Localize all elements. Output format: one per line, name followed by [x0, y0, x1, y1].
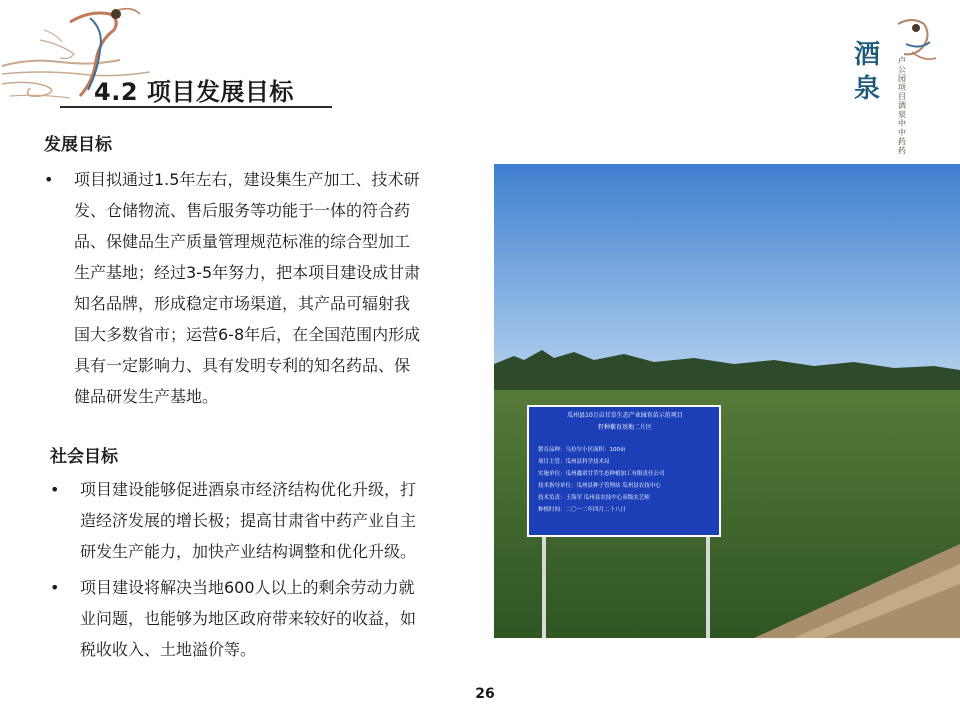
bullet-dot: • — [50, 578, 60, 597]
bullet-social-goal-1 — [50, 474, 490, 567]
bullet-line: 造经济发展的增长极；提高甘肃省中药产业自主 — [80, 511, 417, 530]
bullet-line: 发、仓储物流、售后服务等功能于一体的符合药 — [74, 201, 411, 220]
sign-row: 种植时间：二〇一二年四月二十八日 — [538, 507, 627, 513]
sign-subheader: 籽种繁育基地二片区 — [597, 424, 652, 431]
bullet-line: 业问题，也能够为地区政府带来较好的收益，如 — [80, 609, 417, 628]
bullet-line: 知名品牌，形成稳定市场渠道，其产品可辐射我 — [74, 294, 411, 313]
bullet-social-goal-2 — [50, 572, 490, 665]
sign-row: 实施单位：瓜州鑫诺甘草生态种植加工有限责任公司 — [538, 471, 665, 477]
section-heading-social: 社会目标 — [50, 447, 118, 467]
bullet-line: 项目建设将解决当地600人以上的剩余劳动力就 — [80, 578, 415, 597]
bullet-line: 税收收入、土地溢价等。 — [80, 640, 257, 659]
bullet-development-goal — [44, 164, 492, 412]
logo-char-1: 酒 — [854, 40, 881, 70]
title-underline — [60, 106, 332, 108]
slide-title: 4.2 项目发展目标 — [94, 78, 294, 106]
logo-subtext: 卢公园项目 酒泉中中药药 — [898, 56, 906, 155]
bullet-line: 生产基地；经过3-5年努力，把本项目建设成甘肃 — [74, 263, 421, 282]
sign-row: 技术负责：王海军 瓜州县农技中心高级农艺师 — [538, 495, 650, 501]
bullet-dot: • — [44, 170, 54, 189]
photo-illustration — [494, 164, 960, 638]
logo-char-2: 泉 — [854, 74, 881, 104]
bullet-line: 具有一定影响力、具有发明专利的知名药品、保 — [74, 356, 411, 375]
bullet-line: 研发生产能力，加快产业结构调整和优化升级。 — [80, 542, 417, 561]
section-heading-development: 发展目标 — [44, 135, 112, 155]
bullet-line: 品、保健品生产质量管理规范标准的综合型加工 — [74, 232, 411, 251]
sign-row: 技术指导单位：瓜州县种子管理站 瓜州县农技中心 — [538, 483, 661, 489]
sign-rows — [538, 444, 716, 516]
bullet-line: 项目拟通过1.5年左右，建设集生产加工、技术研 — [74, 170, 420, 189]
bullet-line: 项目建设能够促进酒泉市经济结构优化升级，打 — [80, 480, 417, 499]
field-with-signboard-photo — [494, 164, 960, 638]
sign-row: 繁育品种：乌拉尔小区面积：100亩 — [538, 447, 626, 453]
page-number: 26 — [475, 686, 495, 702]
sign-header: 瓜州县10万亩甘草生态产业园育苗示范项目 — [567, 412, 683, 419]
bullet-line: 国大多数省市；运营6-8年后，在全国范围内形成 — [74, 325, 421, 344]
bullet-dot: • — [50, 480, 60, 499]
bullet-line: 健品研发生产基地。 — [74, 387, 219, 406]
sign-row: 项目主管：瓜州县科学技术局 — [538, 459, 610, 465]
